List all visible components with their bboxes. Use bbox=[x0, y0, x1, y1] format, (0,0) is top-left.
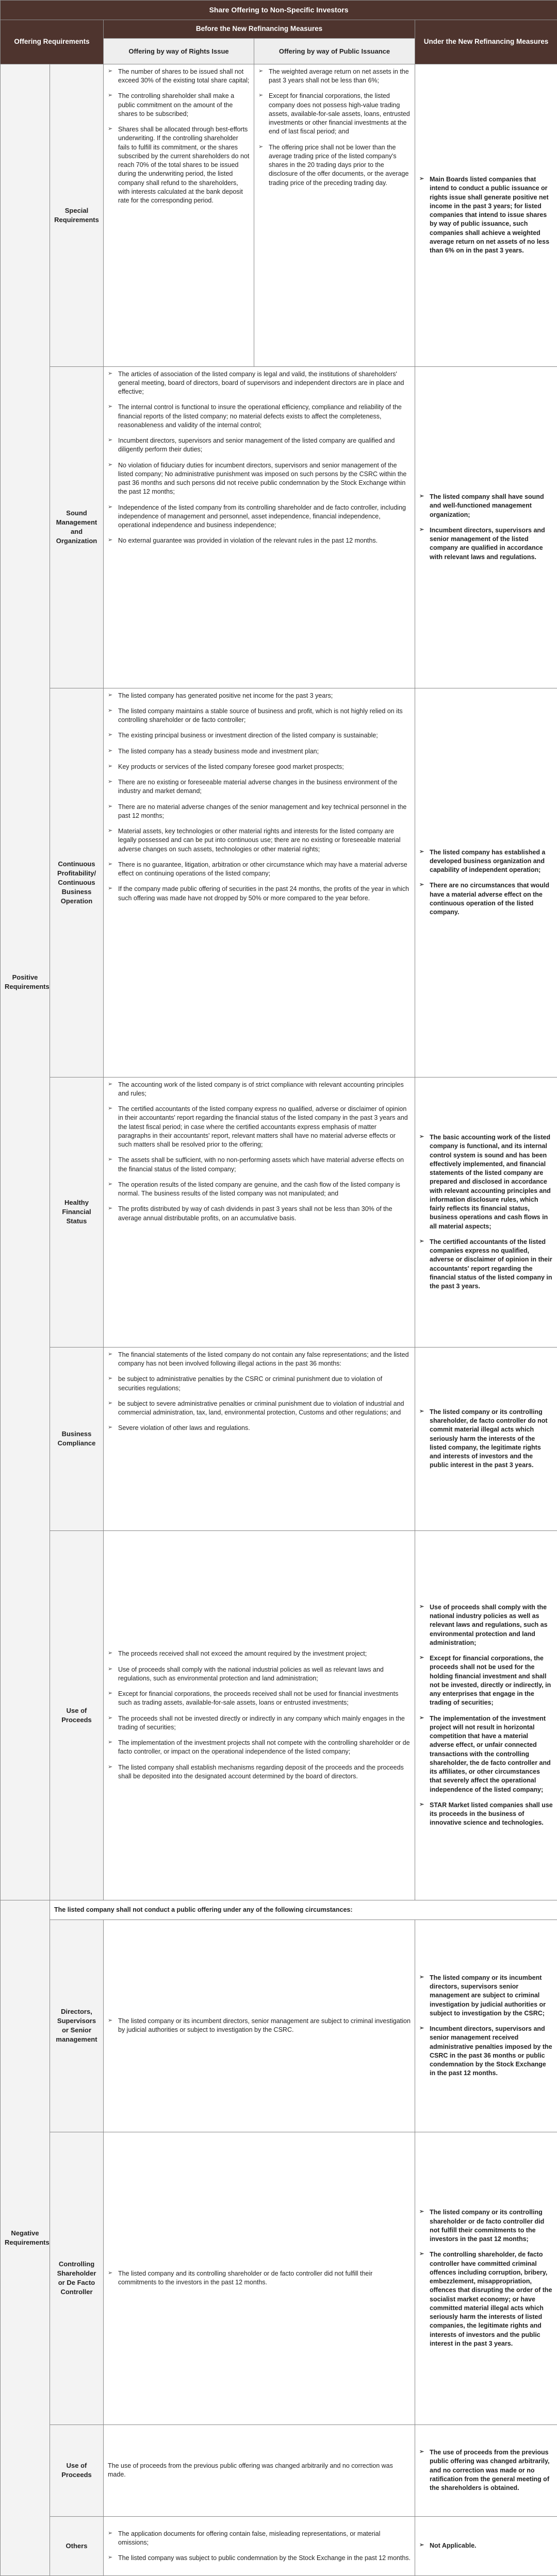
continuous-new-cell bbox=[415, 688, 557, 1077]
category-controlling: Controlling Shareholder or De Facto Controller bbox=[50, 2132, 104, 2425]
directors-before-list bbox=[108, 2017, 411, 2035]
negative-proceeds-before-cell bbox=[104, 2425, 415, 2516]
header-before: Before the New Refinancing Measures bbox=[104, 20, 415, 38]
list-item: ➢ Except for financial corporations, the proceeds shall not be used for the holding financial investment and shall not be invested, directly or indirectly, in any enterprises that engage in the trading of securities; bbox=[419, 1654, 553, 1708]
category-others: Others bbox=[50, 2517, 104, 2576]
list-item: ➢ Not Applicable. bbox=[419, 2541, 553, 2550]
list-item: ➢ The listed company and its controlling shareholder or de facto controller did not fulfill their commitments to the investors in the past 12 months. bbox=[108, 2269, 411, 2287]
list-item: ➢ The existing principal business or investment direction of the listed company is sustainable; bbox=[108, 731, 411, 740]
proceeds-before-cell bbox=[104, 1530, 415, 1900]
header-offering-requirements: Offering Requirements bbox=[1, 20, 104, 64]
list-item: ➢ The listed company has generated positive net income for the past 3 years; bbox=[108, 692, 411, 700]
row-others bbox=[1, 2517, 557, 2576]
sound-new-list bbox=[419, 493, 553, 562]
list-item: ➢ The listed company or its controlling shareholder or de facto controller did not fulfill their commitments to the investors in the past 12 months; bbox=[419, 2208, 553, 2244]
proceeds-new-cell bbox=[415, 1530, 557, 1900]
group-positive-requirements: Positive Requirements bbox=[1, 64, 50, 1900]
list-item: ➢ The application documents for offering contain false, misleading representations, or material omissions; bbox=[108, 2530, 411, 2548]
header-under: Under the New Refinancing Measures bbox=[415, 20, 557, 64]
list-item: ➢ STAR Market listed companies shall use its proceeds in the business of innovative science and technologies. bbox=[419, 1801, 553, 1828]
sound-before-cell bbox=[104, 366, 415, 688]
list-item: ➢ The implementation of the investment projects shall not compete with the controlling shareholder or de facto controller, or impact on the operational independence of the listed company; bbox=[108, 1739, 411, 1757]
category-sound-management: Sound Management and Organization bbox=[50, 366, 104, 688]
proceeds-before-list bbox=[108, 1649, 411, 1781]
compliance-new-list bbox=[419, 1408, 553, 1470]
list-item: ➢ The listed company shall establish mechanisms regarding deposit of the proceeds and the proceeds shall be deposited into the designated account determined by the board of directors. bbox=[108, 1763, 411, 1781]
list-item: ➢ There are no existing or foreseeable material adverse changes in the business environment of the industry and market demand; bbox=[108, 778, 411, 796]
others-new-list bbox=[419, 2541, 553, 2550]
list-item: ➢ If the company made public offering of securities in the past 24 months, the profits of the year in which such offering was made have not dropped by 50% or more compared to the year before. bbox=[108, 885, 411, 903]
list-item: ➢ The profits distributed by way of cash dividends in past 3 years shall not be less than 30% of the average annual distributable profits, on an accumulative basis. bbox=[108, 1205, 411, 1223]
list-item: ➢ The proceeds shall not be invested directly or indirectly in any company which mainly engages in the trading of securities; bbox=[108, 1714, 411, 1732]
compliance-before-list bbox=[108, 1351, 411, 1433]
list-item: ➢ The articles of association of the listed company is legal and valid, the institutions of shareholders' general meeting, board of directors, board of supervisors and independent directors are in place and effective; bbox=[108, 370, 411, 397]
list-item: ➢ The listed company or its incumbent directors, supervisors senior management are subject to criminal investigation by judicial authorities or subject to investigation by the CSRC; bbox=[419, 1974, 553, 2018]
list-item: ➢ The assets shall be sufficient, with no non-performing assets which have material adverse effects on the financial status of the listed company; bbox=[108, 1156, 411, 1174]
list-item: ➢ The listed company was subject to public condemnation by the Stock Exchange in the past 12 months. bbox=[108, 2554, 411, 2563]
list-item: ➢ Except for financial corporations, the listed company does not possess high-value trading assets, available-for-sale assets, loans, entrusted investments or other financial investments at the end of last fiscal period; and bbox=[258, 92, 411, 136]
category-continuous: Continuous Profitability/ Continuous Business Operation bbox=[50, 688, 104, 1077]
list-item: ➢ be subject to administrative penalties by the CSRC or criminal punishment due to violation of securities regulations; bbox=[108, 1375, 411, 1393]
special-rights-cell bbox=[104, 64, 254, 366]
list-item: ➢ Incumbent directors, supervisors and senior management of the listed company are qualified and diligently perform their duties; bbox=[108, 436, 411, 454]
list-item: ➢ Incumbent directors, supervisors and senior management of the listed company are qualified in accordance with relevant laws and regulations. bbox=[419, 526, 553, 562]
compliance-new-cell bbox=[415, 1347, 557, 1530]
healthy-new-cell bbox=[415, 1077, 557, 1347]
sound-new-cell bbox=[415, 366, 557, 688]
controlling-new-cell bbox=[415, 2132, 557, 2425]
sound-before-list bbox=[108, 370, 411, 546]
list-item: ➢ The listed company has established a developed business organization and capability of independent operation; bbox=[419, 848, 553, 875]
category-negative-use-of-proceeds: Use of Proceeds bbox=[50, 2425, 104, 2516]
healthy-new-list bbox=[419, 1133, 553, 1291]
continuous-new-list bbox=[419, 848, 553, 917]
directors-new-cell bbox=[415, 1920, 557, 2132]
special-new-list bbox=[419, 175, 553, 255]
list-item: ➢ The certified accountants of the listed companies express no qualified, adverse or disclaimer of opinion in their accountants' report regarding the financial status of the listed company in the past 3 years. bbox=[419, 1238, 553, 1291]
list-item: ➢ Material assets, key technologies or other material rights and interests for the listed company are legally possessed and can be put into continuous use; there are no existing or foreseeable material adverse changes on such assets, technologies or other material rights; bbox=[108, 827, 411, 854]
list-item: ➢ There are no circumstances that would have a material adverse effect on the continuous operation of the listed company. bbox=[419, 881, 553, 917]
special-public-cell bbox=[254, 64, 415, 366]
row-negative-intro bbox=[1, 1900, 557, 1920]
list-item: ➢ The listed company shall have sound and well-functioned management organization; bbox=[419, 493, 553, 519]
row-controlling bbox=[1, 2132, 557, 2425]
list-item: ➢ The use of proceeds from the previous public offering was changed arbitrarily, and no correction was made or no ratification from the general meeting of the shareholders is obtained. bbox=[419, 2448, 553, 2493]
list-item: ➢ The basic accounting work of the listed company is functional, and its internal control system is sound and has been effectively implemented, and financial statements of the listed company are prepared and disclosed in accordance with relevant accounting principles and information disclosure rules, which fairly reflects its financial status, business operations and cash flows in all material aspects; bbox=[419, 1133, 553, 1231]
list-item: ➢ The listed company or its controlling shareholder, de facto controller do not commit material illegal acts which seriously harm the interests of the listed company, the legitimate rights and interests of investors and the public interest in the past 3 years. bbox=[419, 1408, 553, 1470]
header-rights-issue: Offering by way of Rights Issue bbox=[104, 39, 254, 64]
negative-proceeds-new-cell bbox=[415, 2425, 557, 2516]
row-special-requirements bbox=[1, 64, 557, 366]
negative-intro: The listed company shall not conduct a public offering under any of the following circumstances: bbox=[50, 1900, 557, 1920]
list-item: ➢ No violation of fiduciary duties for incumbent directors, supervisors and senior management of the listed company; No administrative punishment was imposed on such persons by the CSRC within the past 36 months and such persons did not receive public condemnation by the Stock Exchange within the past 12 months; bbox=[108, 461, 411, 497]
compliance-before-cell bbox=[104, 1347, 415, 1530]
controlling-before-cell bbox=[104, 2132, 415, 2425]
list-item: ➢ No external guarantee was provided in violation of the relevant rules in the past 12 months. bbox=[108, 536, 411, 545]
others-before-cell bbox=[104, 2517, 415, 2576]
list-item: ➢ Use of proceeds shall comply with the national industry policies as well as relevant laws and regulations, such as environmental protection and land administration; bbox=[419, 1603, 553, 1647]
category-special-requirements: Special Requirements bbox=[50, 64, 104, 366]
category-use-of-proceeds: Use of Proceeds bbox=[50, 1530, 104, 1900]
list-item: ➢ The financial statements of the listed company do not contain any false representations; and the listed company has not been involved following illegal actions in the past 36 months: bbox=[108, 1351, 411, 1369]
list-item: ➢ There is no guarantee, litigation, arbitration or other circumstance which may have a material adverse effect on continuing operations of the listed company; bbox=[108, 861, 411, 879]
row-sound-management bbox=[1, 366, 557, 688]
list-item: ➢ The listed company or its incumbent directors, senior management are subject to criminal investigation by judicial authorities or subject to investigation by the CSRC. bbox=[108, 2017, 411, 2035]
negative-proceeds-new-list bbox=[419, 2448, 553, 2493]
list-item: ➢ Shares shall be allocated through best-efforts underwriting. If the controlling shareholder fails to fulfill its commitment, or the shares subscribed by the current shareholders do not reach 70% of the total shares to be issued during the underwriting period, the listed company shall refund to the shareholders, with interests calculated at the bank deposit rate for the corresponding period. bbox=[108, 125, 250, 205]
list-item: ➢ The controlling shareholder shall make a public commitment on the amount of the shares to be subscribed; bbox=[108, 92, 250, 119]
list-item: ➢ Use of proceeds shall comply with the national industrial policies as well as relevant laws and regulations, such as environmental protection and land administration; bbox=[108, 1665, 411, 1683]
list-item: ➢ The number of shares to be issued shall not exceed 30% of the existing total share capital; bbox=[108, 68, 250, 86]
list-item: ➢ Severe violation of other laws and regulations. bbox=[108, 1424, 411, 1433]
category-business-compliance: Business Compliance bbox=[50, 1347, 104, 1530]
others-before-list bbox=[108, 2530, 411, 2563]
row-use-of-proceeds bbox=[1, 1530, 557, 1900]
list-item: ➢ The weighted average return on net assets in the past 3 years shall not be less than 6%; bbox=[258, 68, 411, 86]
healthy-before-list bbox=[108, 1081, 411, 1223]
title-row bbox=[1, 1, 557, 20]
row-continuous bbox=[1, 688, 557, 1077]
special-public-list bbox=[258, 68, 411, 188]
list-item: ➢ The controlling shareholder, de facto controller have committed criminal offences including corruption, bribery, embezzlement, misappropriation, offences that disrupting the order of the socialist market economy; or have committed material illegal acts which seriously harm the interests of listed companies, the legitimate rights and interests of investors and the public interest in the past 3 years. bbox=[419, 2250, 553, 2348]
list-item: ➢ Key products or services of the listed company foresee good market prospects; bbox=[108, 763, 411, 771]
directors-before-cell bbox=[104, 1920, 415, 2132]
list-item: ➢ The certified accountants of the listed company express no qualified, adverse or disclaimer of opinion in their accountants' report regarding the financial status of the listed company in the past 3 years and the latest fiscal period; in case where the certified accountants express emphasis of matter paragraphs in their accountants' report, relevant matters shall have no material adverse effects or such matters shall be resolved prior to the offering; bbox=[108, 1105, 411, 1149]
list-item: ➢ The listed company has a steady business mode and investment plan; bbox=[108, 747, 411, 756]
row-business-compliance bbox=[1, 1347, 557, 1530]
header-row-1 bbox=[1, 20, 557, 38]
healthy-before-cell bbox=[104, 1077, 415, 1347]
list-item: ➢ Incumbent directors, supervisors and senior management received administrative penalties imposed by the CSRC in the past 36 months or public condemnation by the Stock Exchange in the past 12 months. bbox=[419, 2025, 553, 2078]
controlling-new-list bbox=[419, 2208, 553, 2348]
list-item: ➢ The listed company maintains a stable source of business and profit, which is not highly relied on its controlling shareholder or de facto controller; bbox=[108, 707, 411, 725]
special-rights-list bbox=[108, 68, 250, 206]
special-new-cell bbox=[415, 64, 557, 366]
list-item: ➢ be subject to severe administrative penalties or criminal punishment due to violation of industrial and commercial administration, tax, land, environmental protection, Customs and other regulations; and bbox=[108, 1400, 411, 1418]
list-item: ➢ Main Boards listed companies that intend to conduct a public issuance or rights issue shall generate positive net income in the past 3 years; for listed companies that intend to issue shares by way of public issuance, such companies shall achieve a weighted average return on net assets of no less than 6% on in the past 3 years. bbox=[419, 175, 553, 255]
negative-proceeds-before-text: The use of proceeds from the previous public offering was changed arbitrarily and no correction was made. bbox=[108, 2462, 393, 2479]
category-directors: Directors, Supervisors or Senior management bbox=[50, 1920, 104, 2132]
row-negative-use-of-proceeds bbox=[1, 2425, 557, 2516]
controlling-before-list bbox=[108, 2269, 411, 2287]
others-new-cell bbox=[415, 2517, 557, 2576]
list-item: ➢ The operation results of the listed company are genuine, and the cash flow of the listed company is normal. The business results of the listed company was not manipulated; and bbox=[108, 1181, 411, 1199]
continuous-before-list bbox=[108, 692, 411, 903]
list-item: ➢ The implementation of the investment project will not result in horizontal competition that have a material adverse effect, or unfair connected transactions with the controlling shareholder, the de facto controller and its affiliates, or other circumstances that severely affect the operational independence of the listed company; bbox=[419, 1714, 553, 1794]
directors-new-list bbox=[419, 1974, 553, 2078]
table-title: Share Offering to Non-Specific Investors bbox=[1, 1, 557, 20]
list-item: ➢ The accounting work of the listed company is of strict compliance with relevant accounting principles and rules; bbox=[108, 1081, 411, 1099]
group-negative-requirements: Negative Requirements bbox=[1, 1900, 50, 2576]
list-item: ➢ The internal control is functional to insure the operational efficiency, compliance and reliability of the financial reports of the listed company; no material defects exists to affect the completeness, reasonableness and validity of the internal control; bbox=[108, 403, 411, 430]
header-public-issuance: Offering by way of Public Issuance bbox=[254, 39, 415, 64]
continuous-before-cell bbox=[104, 688, 415, 1077]
list-item: ➢ Independence of the listed company from its controlling shareholder and de facto controller, including independence of management and personnel, asset independence, financial independence, operational independence and business independence; bbox=[108, 503, 411, 530]
category-healthy-financial: Healthy Financial Status bbox=[50, 1077, 104, 1347]
row-healthy-financial bbox=[1, 1077, 557, 1347]
list-item: ➢ There are no material adverse changes of the senior management and key technical personnel in the past 12 months; bbox=[108, 803, 411, 821]
row-directors bbox=[1, 1920, 557, 2132]
list-item: ➢ Except for financial corporations, the proceeds received shall not be used for financial investments such as trading assets, available-for-sale assets, loans or entrusted investments; bbox=[108, 1690, 411, 1708]
list-item: ➢ The proceeds received shall not exceed the amount required by the investment project; bbox=[108, 1649, 411, 1658]
list-item: ➢ The offering price shall not be lower than the average trading price of the listed company's shares in the 20 trading days prior to the disclosure of the offer documents, or the average trading price of the preceding trading day. bbox=[258, 143, 411, 188]
proceeds-new-list bbox=[419, 1603, 553, 1828]
